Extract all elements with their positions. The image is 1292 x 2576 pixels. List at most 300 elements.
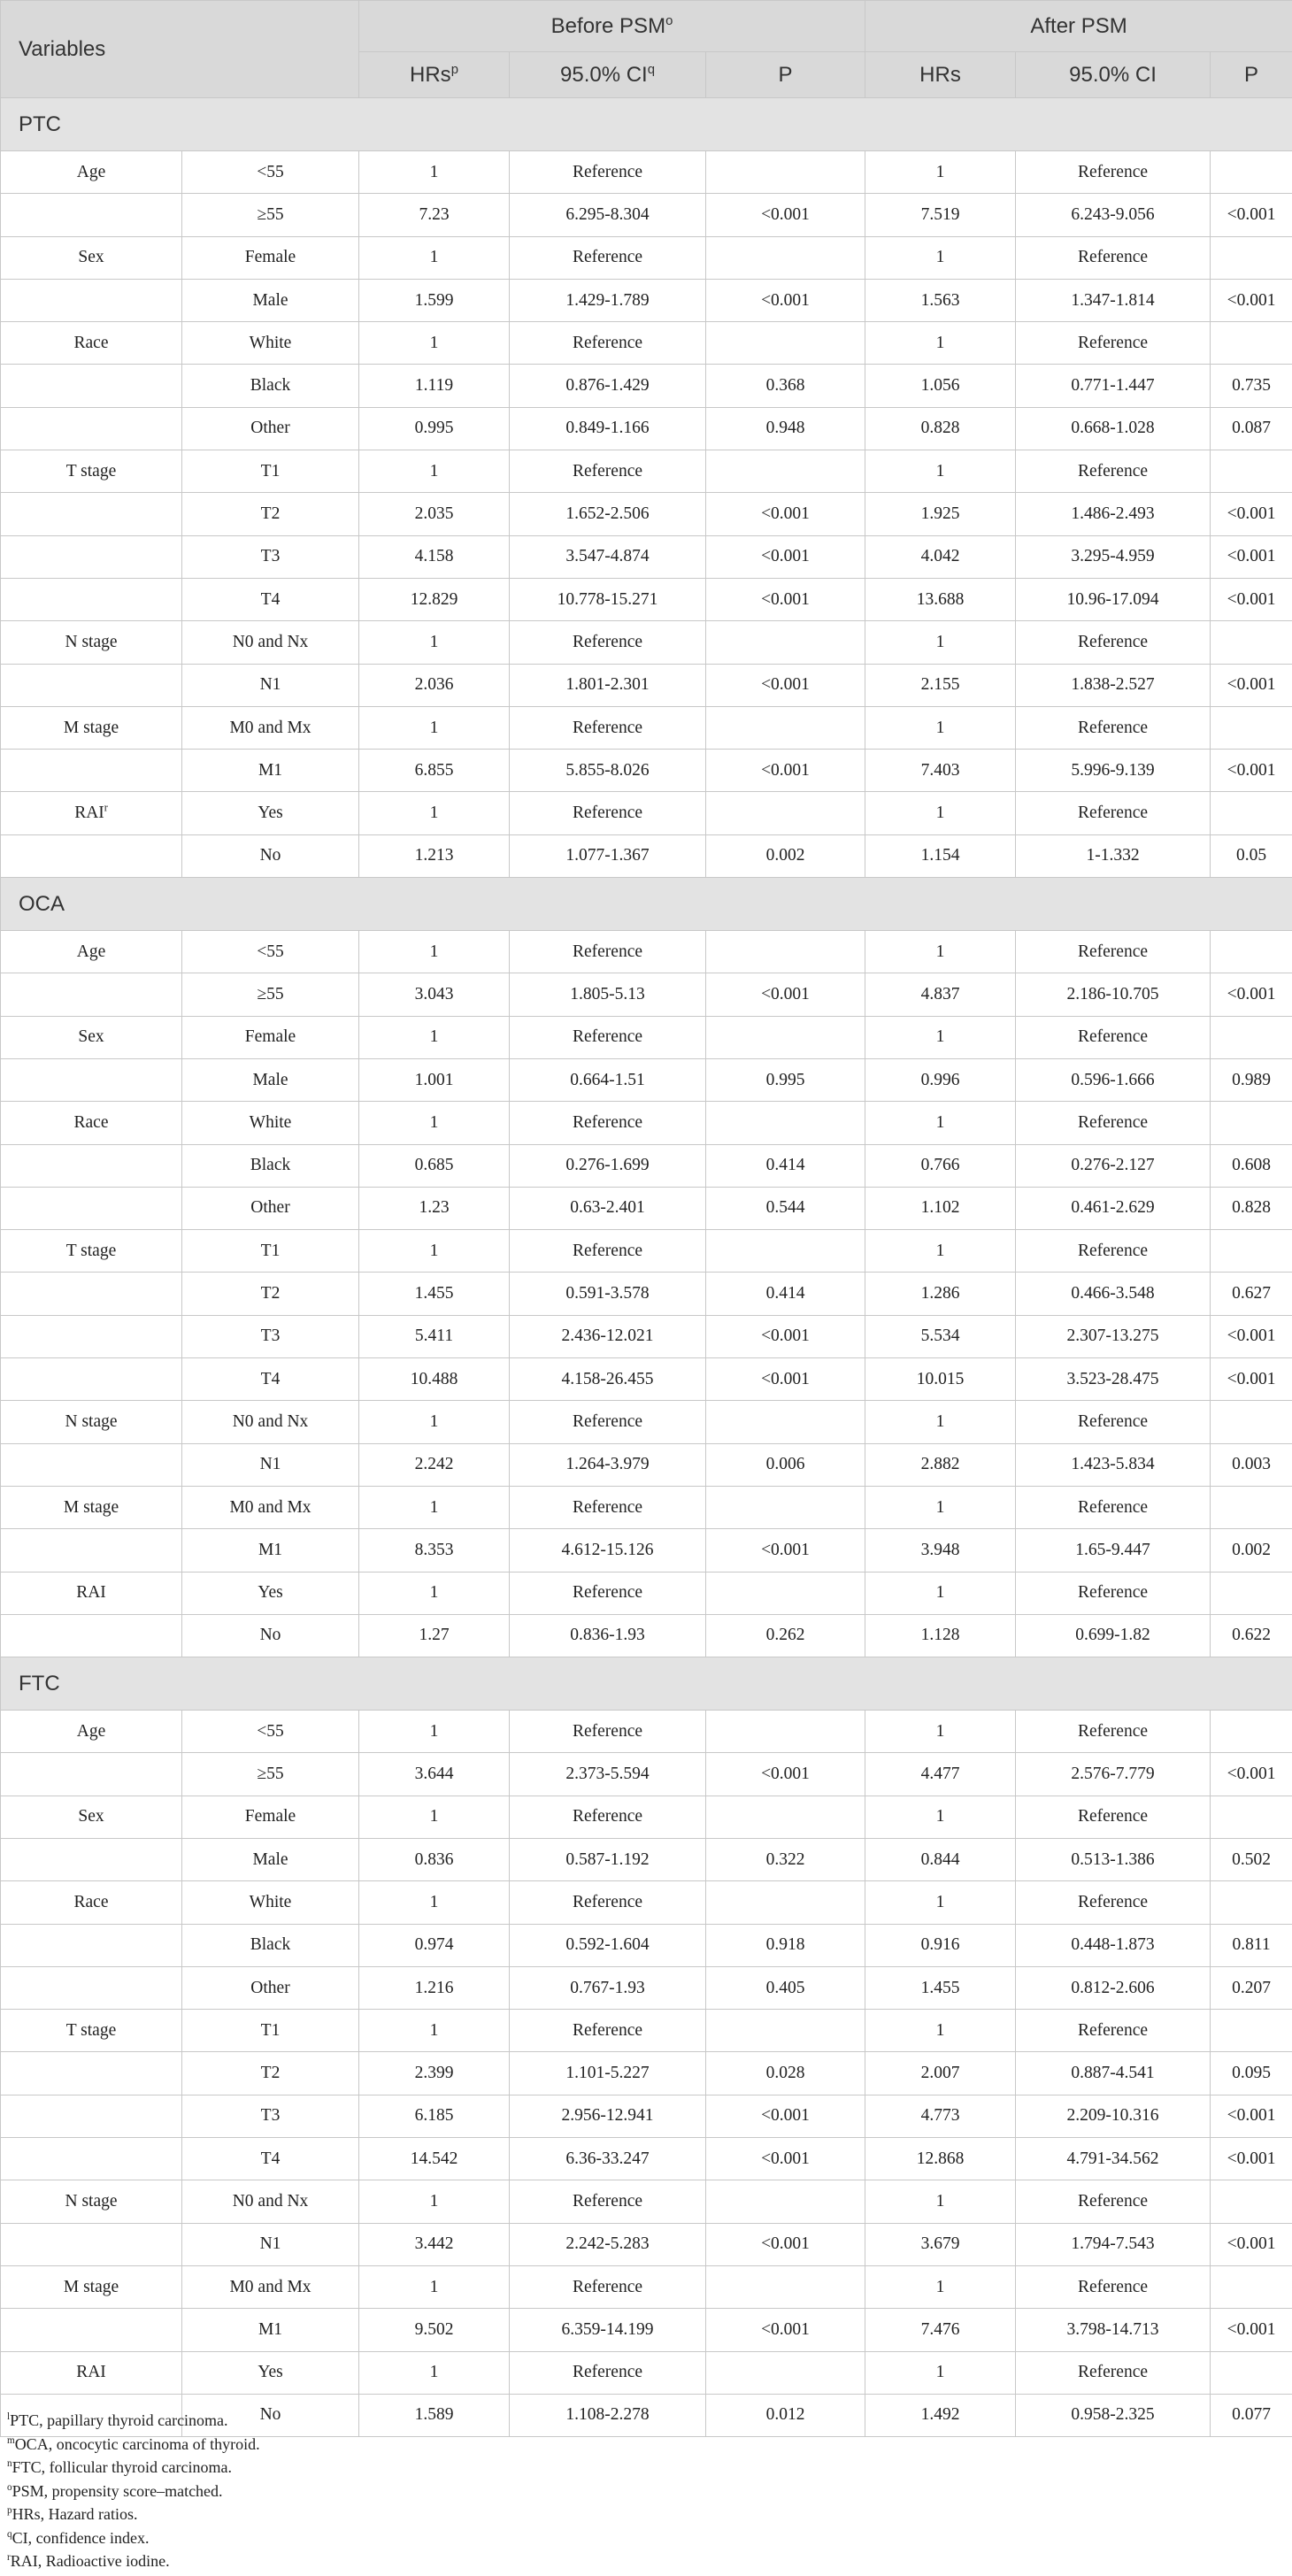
level-cell: No: [182, 2394, 359, 2436]
variable-cell: Race: [1, 322, 182, 365]
level-cell: T3: [182, 535, 359, 578]
hr-after-cell: 0.916: [865, 1924, 1016, 1966]
hr-after-cell: 1.925: [865, 493, 1016, 535]
hr-after-cell: 1: [865, 2351, 1016, 2394]
ci-before-cell: 1.077-1.367: [510, 834, 706, 877]
ci-before-cell: Reference: [510, 1881, 706, 1924]
footnote: [7, 2456, 260, 2480]
p-before-cell: 0.012: [706, 2394, 865, 2436]
section-row: [1, 98, 1292, 151]
p-before-cell: [706, 2180, 865, 2223]
p-before-cell: 0.995: [706, 1058, 865, 1101]
hr-before-cell: 1: [359, 450, 510, 493]
table-row: [1, 1358, 1292, 1401]
level-cell: T2: [182, 2052, 359, 2095]
hr-before-cell: 0.974: [359, 1924, 510, 1966]
hr-before-cell: 1: [359, 1572, 510, 1614]
p-after-cell: <0.001: [1211, 2138, 1292, 2180]
ci-after-cell: 0.958-2.325: [1016, 2394, 1211, 2436]
p-after-cell: 0.735: [1211, 365, 1292, 407]
hr-after-cell: 1.455: [865, 1966, 1016, 2009]
p-after-cell: <0.001: [1211, 194, 1292, 236]
hr-after-cell: 4.042: [865, 535, 1016, 578]
hr-after-cell: 1: [865, 450, 1016, 493]
variable-cell: Sex: [1, 236, 182, 279]
level-cell: N1: [182, 664, 359, 706]
hr-before-cell: 6.855: [359, 750, 510, 792]
table-row: [1, 578, 1292, 620]
ci-after-cell: 1.486-2.493: [1016, 493, 1211, 535]
hr-before-cell: 1: [359, 931, 510, 973]
hr-after-cell: 1: [865, 1711, 1016, 1753]
hr-after-cell: 1: [865, 2010, 1016, 2052]
footnote-text: PTC, papillary thyroid carcinoma.: [10, 2411, 228, 2429]
hr-before-cell: 2.036: [359, 664, 510, 706]
p-after-cell: [1211, 1102, 1292, 1144]
table-row: [1, 2095, 1292, 2137]
ci-before-cell: Reference: [510, 792, 706, 834]
table-row: [1, 1881, 1292, 1924]
ci-before-cell: Reference: [510, 2265, 706, 2308]
hr-before-cell: 1.213: [359, 834, 510, 877]
ci-after-cell: 2.576-7.779: [1016, 1753, 1211, 1796]
table-row: [1, 2351, 1292, 2394]
hr-before-cell: 1: [359, 792, 510, 834]
variable-cell: [1, 493, 182, 535]
hr-before-cell: 2.399: [359, 2052, 510, 2095]
level-cell: T1: [182, 450, 359, 493]
ci-before-cell: Reference: [510, 2351, 706, 2394]
level-cell: No: [182, 834, 359, 877]
ci-before-cell: Reference: [510, 931, 706, 973]
footnote: [7, 2526, 260, 2550]
level-cell: <55: [182, 151, 359, 194]
level-cell: Female: [182, 236, 359, 279]
variable-cell: [1, 279, 182, 321]
p-after-cell: [1211, 236, 1292, 279]
table-row: [1, 236, 1292, 279]
footnote-marker: l: [7, 2411, 11, 2422]
hr-before-cell: 1: [359, 1711, 510, 1753]
footnote-text: HRs, Hazard ratios.: [12, 2505, 138, 2523]
variable-cell: T stage: [1, 1230, 182, 1273]
level-cell: ≥55: [182, 973, 359, 1016]
table-row: [1, 1401, 1292, 1443]
ci-after-cell: Reference: [1016, 1230, 1211, 1273]
section-row: [1, 878, 1292, 931]
table-row: [1, 1753, 1292, 1796]
variable-cell: [1, 365, 182, 407]
ci-before-cell: Reference: [510, 1230, 706, 1273]
hr-before-cell: 1: [359, 2180, 510, 2223]
level-cell: ≥55: [182, 1753, 359, 1796]
table-row: [1, 450, 1292, 493]
table-row: [1, 151, 1292, 194]
p-before-header: P: [706, 52, 865, 98]
variable-cell: [1, 1358, 182, 1401]
ci-after-cell: 0.448-1.873: [1016, 1924, 1211, 1966]
variable-cell: [1, 1058, 182, 1101]
p-before-cell: [706, 1881, 865, 1924]
variable-cell: T stage: [1, 450, 182, 493]
p-before-cell: <0.001: [706, 194, 865, 236]
level-cell: <55: [182, 931, 359, 973]
ci-after-cell: Reference: [1016, 1711, 1211, 1753]
ci-after-cell: Reference: [1016, 1401, 1211, 1443]
table-row: [1, 535, 1292, 578]
p-after-cell: 0.095: [1211, 2052, 1292, 2095]
variable-cell: N stage: [1, 621, 182, 664]
hr-before-cell: 1: [359, 322, 510, 365]
table-row: [1, 973, 1292, 1016]
p-after-cell: [1211, 2180, 1292, 2223]
level-cell: M0 and Mx: [182, 1486, 359, 1528]
variable-cell: M stage: [1, 1486, 182, 1528]
variable-cell: RAI$^r$: [1, 792, 182, 834]
p-after-cell: 0.502: [1211, 1838, 1292, 1880]
level-cell: Male: [182, 279, 359, 321]
ci-before-cell: 0.664-1.51: [510, 1058, 706, 1101]
ci-before-cell: 6.36-33.247: [510, 2138, 706, 2180]
hr-before-cell: 1: [359, 1486, 510, 1528]
footnote: [7, 2480, 260, 2503]
hr-before-cell: 1.001: [359, 1058, 510, 1101]
level-cell: M1: [182, 1529, 359, 1572]
hr-after-cell: 7.403: [865, 750, 1016, 792]
p-before-cell: 0.368: [706, 365, 865, 407]
table-row: [1, 1144, 1292, 1187]
ci-after-cell: 0.771-1.447: [1016, 365, 1211, 407]
hr-after-cell: 7.476: [865, 2309, 1016, 2351]
variable-cell: Sex: [1, 1796, 182, 1838]
hr-after-cell: 0.844: [865, 1838, 1016, 1880]
ci-after-cell: 1.65-9.447: [1016, 1529, 1211, 1572]
ci-before-cell: 0.767-1.93: [510, 1966, 706, 2009]
p-before-cell: 0.405: [706, 1966, 865, 2009]
hr-before-cell: 3.644: [359, 1753, 510, 1796]
hr-after-cell: 4.837: [865, 973, 1016, 1016]
table-row: [1, 1711, 1292, 1753]
variable-cell: Race: [1, 1881, 182, 1924]
p-after-cell: [1211, 2351, 1292, 2394]
hr-after-cell: 4.477: [865, 1753, 1016, 1796]
ci-before-cell: 3.547-4.874: [510, 535, 706, 578]
p-before-cell: 0.006: [706, 1443, 865, 1486]
variable-cell: [1, 535, 182, 578]
hr-before-cell: 0.995: [359, 407, 510, 450]
level-cell: T2: [182, 1273, 359, 1315]
hr-after-cell: 0.828: [865, 407, 1016, 450]
footnote-text: PSM, propensity score–matched.: [12, 2481, 223, 2500]
variable-cell: Race: [1, 1102, 182, 1144]
ci-before-cell: 5.855-8.026: [510, 750, 706, 792]
ci-after-cell: Reference: [1016, 1102, 1211, 1144]
p-before-cell: <0.001: [706, 1753, 865, 1796]
ci-before-cell: 2.956-12.941: [510, 2095, 706, 2137]
p-before-cell: [706, 1401, 865, 1443]
p-after-cell: 0.087: [1211, 407, 1292, 450]
hrs-before-label: HRs: [410, 62, 451, 87]
p-before-cell: <0.001: [706, 2309, 865, 2351]
p-before-cell: [706, 151, 865, 194]
ci-before-cell: 0.849-1.166: [510, 407, 706, 450]
table-row: [1, 322, 1292, 365]
variable-cell: [1, 664, 182, 706]
p-after-cell: [1211, 931, 1292, 973]
variable-cell: [1, 1966, 182, 2009]
ci-before-cell: Reference: [510, 1016, 706, 1058]
hr-before-cell: 12.829: [359, 578, 510, 620]
ci-after-cell: 0.276-2.127: [1016, 1144, 1211, 1187]
hr-before-cell: 8.353: [359, 1529, 510, 1572]
variable-cell: [1, 1614, 182, 1657]
ci-before-cell: Reference: [510, 1486, 706, 1528]
footnote: [7, 2433, 260, 2457]
ci-before-cell: 6.359-14.199: [510, 2309, 706, 2351]
p-after-cell: [1211, 1572, 1292, 1614]
p-before-cell: <0.001: [706, 535, 865, 578]
table-header: [1, 1, 1292, 98]
table-row: [1, 1230, 1292, 1273]
hrs-after-header: HRs: [865, 52, 1016, 98]
ci-before-cell: 4.158-26.455: [510, 1358, 706, 1401]
p-before-cell: 0.414: [706, 1273, 865, 1315]
hr-after-cell: 1: [865, 931, 1016, 973]
p-after-header: P: [1211, 52, 1292, 98]
ci-after-cell: 0.461-2.629: [1016, 1187, 1211, 1229]
level-cell: Black: [182, 365, 359, 407]
hr-after-cell: 4.773: [865, 2095, 1016, 2137]
ci-before-cell: 1.264-3.979: [510, 1443, 706, 1486]
ci-after-cell: 3.798-14.713: [1016, 2309, 1211, 2351]
p-after-cell: 0.811: [1211, 1924, 1292, 1966]
ci-after-cell: 4.791-34.562: [1016, 2138, 1211, 2180]
p-before-cell: <0.001: [706, 1315, 865, 1357]
ci-before-cell: Reference: [510, 2180, 706, 2223]
section-title: FTC: [1, 1657, 1292, 1711]
footnote-text: CI, confidence index.: [12, 2528, 150, 2547]
level-cell: Black: [182, 1924, 359, 1966]
p-before-cell: <0.001: [706, 1358, 865, 1401]
hr-before-cell: 14.542: [359, 2138, 510, 2180]
ci-after-cell: Reference: [1016, 2265, 1211, 2308]
p-before-cell: 0.262: [706, 1614, 865, 1657]
variable-cell: [1, 2138, 182, 2180]
hr-after-cell: 12.868: [865, 2138, 1016, 2180]
hr-before-cell: 7.23: [359, 194, 510, 236]
variable-cell: Age: [1, 931, 182, 973]
variable-cell: [1, 2052, 182, 2095]
p-before-cell: [706, 2351, 865, 2394]
variable-cell: T stage: [1, 2010, 182, 2052]
table-row: [1, 365, 1292, 407]
ci-before-cell: Reference: [510, 1102, 706, 1144]
hr-before-cell: 1: [359, 236, 510, 279]
variable-cell: Age: [1, 1711, 182, 1753]
section-title: OCA: [1, 878, 1292, 931]
p-before-cell: [706, 322, 865, 365]
hr-after-cell: 1: [865, 621, 1016, 664]
hr-after-cell: 1: [865, 706, 1016, 749]
variable-cell: [1, 973, 182, 1016]
p-after-cell: 0.077: [1211, 2394, 1292, 2436]
hr-before-cell: 1.599: [359, 279, 510, 321]
level-cell: T4: [182, 578, 359, 620]
hr-before-cell: 1: [359, 1230, 510, 1273]
ci-before-cell: Reference: [510, 322, 706, 365]
variable-cell: [1, 1753, 182, 1796]
ci-before-cell: 6.295-8.304: [510, 194, 706, 236]
table-row: [1, 1058, 1292, 1101]
level-cell: Male: [182, 1838, 359, 1880]
ci-before-cell: Reference: [510, 1401, 706, 1443]
level-cell: Yes: [182, 2351, 359, 2394]
level-cell: Other: [182, 1187, 359, 1229]
p-before-cell: [706, 1572, 865, 1614]
hr-after-cell: 7.519: [865, 194, 1016, 236]
hr-after-cell: 2.882: [865, 1443, 1016, 1486]
hr-after-cell: 5.534: [865, 1315, 1016, 1357]
ci-after-cell: Reference: [1016, 706, 1211, 749]
variable-cell: [1, 1144, 182, 1187]
hr-after-cell: 3.679: [865, 2223, 1016, 2265]
level-cell: M0 and Mx: [182, 2265, 359, 2308]
level-cell: White: [182, 1881, 359, 1924]
footnote-marker: q: [7, 2528, 12, 2540]
p-before-cell: [706, 236, 865, 279]
hr-after-cell: 1: [865, 792, 1016, 834]
variable-cell: [1, 2095, 182, 2137]
table-body: [1, 98, 1292, 2437]
hr-before-cell: 1.589: [359, 2394, 510, 2436]
variable-cell: RAI: [1, 2351, 182, 2394]
ci-before-cell: 0.876-1.429: [510, 365, 706, 407]
before-psm-header: [359, 1, 865, 52]
hr-after-cell: 1: [865, 2180, 1016, 2223]
table-row: [1, 2180, 1292, 2223]
table-row: [1, 1016, 1292, 1058]
ci-after-cell: 0.699-1.82: [1016, 1614, 1211, 1657]
p-before-cell: 0.414: [706, 1144, 865, 1187]
ci-before-cell: 0.591-3.578: [510, 1273, 706, 1315]
p-before-cell: [706, 1230, 865, 1273]
level-cell: M0 and Mx: [182, 706, 359, 749]
table-row: [1, 931, 1292, 973]
variable-cell: [1, 1838, 182, 1880]
p-before-cell: <0.001: [706, 1529, 865, 1572]
variable-cell: M stage: [1, 2265, 182, 2308]
ci-after-cell: Reference: [1016, 2180, 1211, 2223]
ci-after-cell: Reference: [1016, 450, 1211, 493]
level-cell: T1: [182, 2010, 359, 2052]
level-cell: Black: [182, 1144, 359, 1187]
hr-before-cell: 1: [359, 1881, 510, 1924]
table-row: [1, 1924, 1292, 1966]
p-before-cell: [706, 1796, 865, 1838]
ci-after-cell: Reference: [1016, 1016, 1211, 1058]
hr-after-cell: 1.102: [865, 1187, 1016, 1229]
ci-before-cell: 2.242-5.283: [510, 2223, 706, 2265]
section-title: PTC: [1, 98, 1292, 151]
p-after-cell: [1211, 792, 1292, 834]
ci-before-cell: 0.276-1.699: [510, 1144, 706, 1187]
table-row: [1, 1796, 1292, 1838]
variable-cell: [1, 407, 182, 450]
p-before-cell: <0.001: [706, 750, 865, 792]
variable-cell: Sex: [1, 1016, 182, 1058]
ci-before-cell: 0.587-1.192: [510, 1838, 706, 1880]
ci-after-cell: 1-1.332: [1016, 834, 1211, 877]
p-after-cell: <0.001: [1211, 1753, 1292, 1796]
level-cell: Female: [182, 1016, 359, 1058]
table-row: [1, 1102, 1292, 1144]
hr-after-cell: 1: [865, 1230, 1016, 1273]
p-after-cell: [1211, 1486, 1292, 1528]
p-before-cell: 0.322: [706, 1838, 865, 1880]
ci-before-cell: 10.778-15.271: [510, 578, 706, 620]
p-after-cell: <0.001: [1211, 578, 1292, 620]
level-cell: ≥55: [182, 194, 359, 236]
ci-before-cell: 1.652-2.506: [510, 493, 706, 535]
p-after-cell: [1211, 1796, 1292, 1838]
ci-after-cell: Reference: [1016, 322, 1211, 365]
hr-after-cell: 0.766: [865, 1144, 1016, 1187]
hr-after-cell: 1: [865, 1796, 1016, 1838]
ci-after-cell: 1.838-2.527: [1016, 664, 1211, 706]
p-after-cell: [1211, 322, 1292, 365]
table-row: [1, 1572, 1292, 1614]
p-after-cell: <0.001: [1211, 1358, 1292, 1401]
level-cell: <55: [182, 1711, 359, 1753]
level-cell: T4: [182, 2138, 359, 2180]
hr-after-cell: 1: [865, 1572, 1016, 1614]
variable-cell: [1, 1315, 182, 1357]
table-row: [1, 2265, 1292, 2308]
ci-before-label: 95.0% CI: [560, 62, 648, 87]
hr-before-cell: 2.035: [359, 493, 510, 535]
ci-after-cell: Reference: [1016, 931, 1211, 973]
ci-after-cell: Reference: [1016, 1796, 1211, 1838]
variables-header: Variables: [1, 1, 359, 98]
table-row: [1, 664, 1292, 706]
level-cell: T3: [182, 2095, 359, 2137]
ci-before-cell: 0.63-2.401: [510, 1187, 706, 1229]
hr-before-cell: 1: [359, 151, 510, 194]
hr-after-cell: 1.492: [865, 2394, 1016, 2436]
footnote: [7, 2409, 260, 2433]
table-row: [1, 1529, 1292, 1572]
level-cell: Other: [182, 407, 359, 450]
hr-after-cell: 1.154: [865, 834, 1016, 877]
p-after-cell: <0.001: [1211, 973, 1292, 1016]
p-before-cell: 0.544: [706, 1187, 865, 1229]
footnote: [7, 2503, 260, 2526]
variable-cell: [1, 2223, 182, 2265]
hr-before-cell: 1: [359, 2010, 510, 2052]
ci-after-cell: Reference: [1016, 621, 1211, 664]
ci-before-cell: 1.805-5.13: [510, 973, 706, 1016]
ci-after-cell: 3.523-28.475: [1016, 1358, 1211, 1401]
table-row: [1, 1443, 1292, 1486]
before-psm-sup: o: [665, 13, 673, 28]
hrs-before-header: [359, 52, 510, 98]
table-row: [1, 2309, 1292, 2351]
variable-cell: [1, 834, 182, 877]
hr-after-cell: 2.007: [865, 2052, 1016, 2095]
ci-before-cell: Reference: [510, 2010, 706, 2052]
p-after-cell: [1211, 621, 1292, 664]
hr-before-cell: 2.242: [359, 1443, 510, 1486]
